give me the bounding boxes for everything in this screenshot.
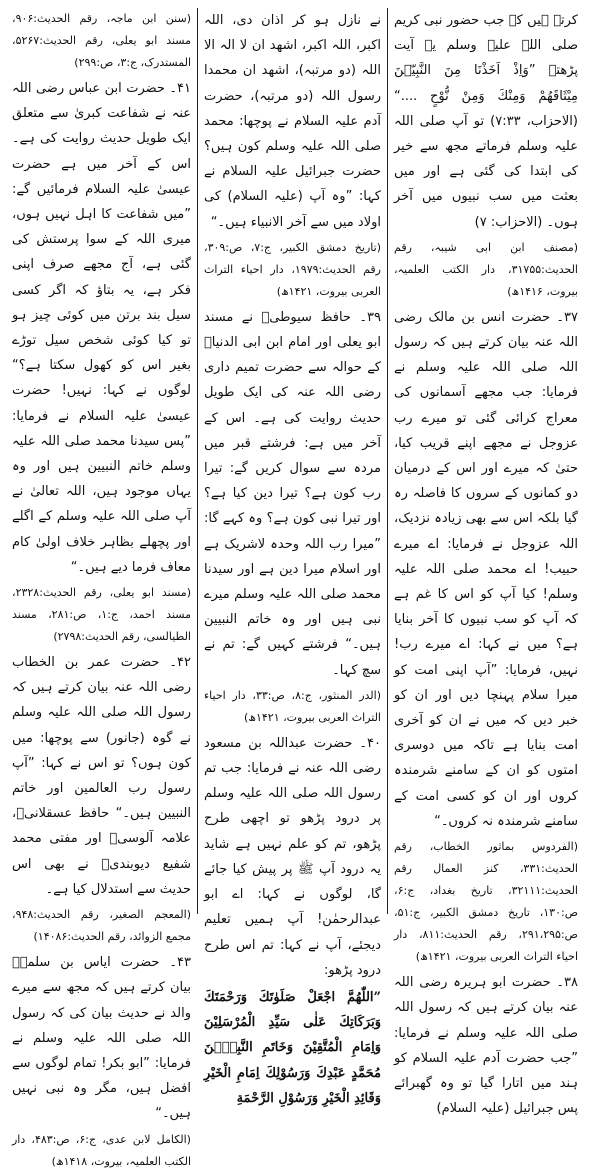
reference-note: (مسند ابو یعلی، رقم الحدیث:۲۳۲۸، مسند احمد، ج:۱، ص:۲۸۱، مسند الطیالسی، رقم الحدیث:۲۷۹۸)	[12, 586, 191, 644]
hadith-paragraph: کرتے ہیں کہ جب حضور نبی کریم صلی اللہ علیہ وسلم یہ آیت پڑھتے ”وَاِذْ اَخَذْنَا مِنَ النَّبِيّٖنَ مِيْثَاقَهُمْ وَمِنْكَ وَمِنْ نُّوْحٍ ....“ (الاحزاب، ۷:۳۳) تو آپ صلی اللہ علیہ وسلم فرماتے مجھ سے خیر کی ابتدا کی گئی ہے اور میں بعثت میں سب نبیوں میں آخر ہوں۔ (الاحزاب: ۷)	[394, 13, 578, 230]
hadith-paragraph: ۴۰۔ حضرت عبداللہ بن مسعود رضی اللہ عنہ نے فرمایا: جب تم رسول اللہ صلی اللہ علیہ وسلم پر درود پڑھو تو اچھی طرح پڑھو، تم کو علم نہیں ہے شاید یہ درود آپ ﷺ پر پیش کیا جائے گا، لوگوں نے کہا: اے ابو عبدالرحمٰن! آپ ہمیں تعلیم دیجئے، آپ نے کہا: تم اس طرح درود پڑھو:	[204, 735, 381, 978]
hadith-paragraph: ۴۱۔ حضرت ابن عباس رضی اللہ عنہ نے شفاعت کبریٰ سے متعلق ایک طویل حدیث روایت کی ہے۔ اس کے آخر میں ہے حضرت عیسیٰ علیہ السلام فرمائیں گے: ”میں شفاعت کا اہل نہیں ہوں، میری اللہ کے سوا پرستش کی گئی ہے، آج مجھے صرف اپنی فکر ہے، یہ بتاؤ کہ اگر کسی سیل بند برتن میں کوئی چیز ہو تو کیا کوئی شخص سیل توڑے بغیر اس کو کھول سکتا ہے؟“ لوگوں نے کہا: نہیں! حضرت عیسیٰ علیہ السلام نے فرمایا: ”پس سیدنا محمد صلی اللہ علیہ وسلم خاتم النبیین ہیں اور وہ یہاں موجود ہیں، اللہ تعالیٰ نے آپ صلی اللہ علیہ وسلم کے اگلے اور پچھلے بظاہر خلاف اولیٰ کام معاف فرما دیے ہیں۔“	[12, 81, 191, 575]
text-column-2	[198, 8, 388, 1106]
hadith-paragraph: ۴۲۔ حضرت عمر بن الخطاب رضی اللہ عنہ بیان کرتے ہیں کہ رسول اللہ صلی اللہ علیہ وسلم نے گوہ (جانور) سے پوچھا: میں کون ہوں؟ تو اس نے کہا: ”آپ رسول رب العالمین اور خاتم النبیین ہیں۔“ حافظ عسقلانیؒ، علامہ آلوسیؒ اور مفتی محمد شفیع دیوبندیؒ نے بھی اس حدیث سے استدلال کیا ہے۔	[12, 655, 191, 897]
reference-note: (الدر المنثور، ج:۸، ص:۳۳، دار احیاء التراث العربی بیروت، ۱۴۲۱ھ)	[204, 688, 381, 724]
hadith-paragraph: ۴۳۔ حضرت ایاس بن سلمہؓ بیان کرتے ہیں کہ مجھ سے میرے والد نے حدیث بیان کی کہ رسول اللہ صلی اللہ علیہ وسلم نے فرمایا: ”ابو بکر! تمام لوگوں سے افضل ہیں، مگر وہ نبی نہیں ہیں۔“	[12, 955, 191, 1122]
arabic-supplication: ”اللّٰهُمَّ اجْعَلْ صَلَوٰتَكَ وَرَحْمَتَكَ وَبَرَكَاتِكَ عَلٰى سَيِّدِ الْمُرْسَلِيْنَ وَاِمَامِ الْمُتَّقِيْنَ وَخَاتَمِ النَّبِيّٖنَ مُحَمَّدٍ عَبْدِكَ وَرَسُوْلِكَ اِمَامِ الْخَيْرِ وَقَائِدِ الْخَيْرِ وَرَسُوْلِ الرَّحْمَةِ	[204, 989, 381, 1106]
text-column-1	[388, 8, 584, 1117]
hadith-paragraph: ۳۸۔ حضرت ابو ہریرہ رضی اللہ عنہ بیان کرتے ہیں کہ رسول اللہ صلی اللہ علیہ وسلم نے فرمایا: ”جب حضرت آدم علیہ السلام کو ہند میں اتارا گیا تو وہ گھبرائے پس جبرائیل (علیہ السلام)	[394, 975, 578, 1117]
text-column-3	[6, 8, 198, 1168]
reference-note: (المعجم الصغیر، رقم الحدیث:۹۴۸، مجمع الزوائد، رقم الحدیث:۱۴۰۸۶)	[12, 908, 191, 944]
reference-note: (سنن ابن ماجہ، رقم الحدیث:۹۰۶، مسند ابو یعلی، رقم الحدیث:۵۲۶۷، المستدرک، ج:۳، ص:۲۹۹)	[12, 12, 191, 69]
hadith-paragraph: نے نازل ہو کر اذان دی، اللہ اکبر، اللہ اکبر، اشھد ان لا الہ الا اللہ (دو مرتبہ)، اشھد ان محمدا رسول اللہ (دو مرتبہ)، حضرت آدم علیہ السلام نے پوچھا: محمد صلی اللہ علیہ وسلم کون ہیں؟ حضرت جبرائیل علیہ السلام نے کہا: ”وہ آپ (علیہ السلام) کی اولاد میں سے آخر الانبیاء ہیں۔“	[204, 13, 381, 230]
reference-note: (الکامل لابن عدی، ج:۶، ص:۴۸۳، دار الکتب العلمیہ، بیروت، ۱۴۱۸ھ)	[12, 1132, 191, 1168]
hadith-paragraph: ۳۹۔ حافظ سیوطیؒ نے مسند ابو یعلی اور امام ابن ابی الدنیاؒ کے حوالہ سے حضرت تمیم داری رضی اللہ عنہ کی ایک طویل حدیث روایت کی ہے۔ اس کے آخر میں ہے: فرشتے قبر میں مردہ سے سوال کریں گے: تیرا رب کون ہے؟ تیرا دین کیا ہے؟ اور تیرا نبی کون ہے؟ وہ کہے گا: ”میرا رب اللہ وحدہ لاشریک ہے اور اسلام میرا دین ہے اور سیدنا محمد صلی اللہ علیہ وسلم میرے نبی ہیں اور وہ خاتم النبیین ہیں۔“ فرشتے کہیں گے: تم نے سچ کہا۔	[204, 309, 381, 678]
hadith-paragraph: ۳۷۔ حضرت انس بن مالک رضی اللہ عنہ بیان کرتے ہیں کہ رسول اللہ صلی اللہ علیہ وسلم نے فرمایا: جب مجھے آسمانوں کی معراج کرائی گئی تو میرے رب عزوجل نے مجھے اپنے قریب کیا، حتیٰ کہ میرے اور اس کے درمیان دو کمانوں کے سروں کا فاصلہ رہ گیا بلکہ اس سے بھی زیادہ نزدیک، اللہ عزوجل نے فرمایا: اے میرے حبیب! اے محمد صلی اللہ علیہ وسلم! کیا آپ کو اس کا غم ہے کہ آپ کو سب نبیوں کا آخر بنایا ہے؟ میں نے کہا: اے میرے رب! نہیں، فرمایا: ”آپ اپنی امت کو میرا سلام پہنچا دیں اور ان کو خبر دیں کہ میں نے ان کو آخری امت بنایا ہے تاکہ میں دوسری امتوں کو ان کے سامنے شرمندہ کروں اور ان کو کسی امت کے سامنے شرمندہ نہ کروں۔“	[394, 309, 578, 829]
reference-note: (الفردوس بماثور الخطاب، رقم الحدیث:۳۳۱، کنز العمال رقم الحدیث:۳۲۱۱۱، تاریخ بغداد، ج:۶، ص:۱۳۰، تاریخ دمشق الکبیر، ج:۵۱، ص:۲۹۱،۲۹۵، رقم الحدیث:۸۱۱، دار احیاء التراث العربی بیروت، ۱۴۲۱ھ)	[394, 840, 578, 964]
reference-note: (تاریخ دمشق الکبیر، ج:۷، ص:۳۰۹، رقم الحدیث:۱۹۷۹، دار احیاء التراث العربی بیروت، ۱۴۲۱ھ)	[204, 240, 381, 298]
reference-note: (مصنف ابن ابی شیبہ، رقم الحدیث:۳۱۷۵۵، دار الکتب العلمیہ، بیروت، ۱۴۱۶ھ)	[394, 240, 578, 298]
